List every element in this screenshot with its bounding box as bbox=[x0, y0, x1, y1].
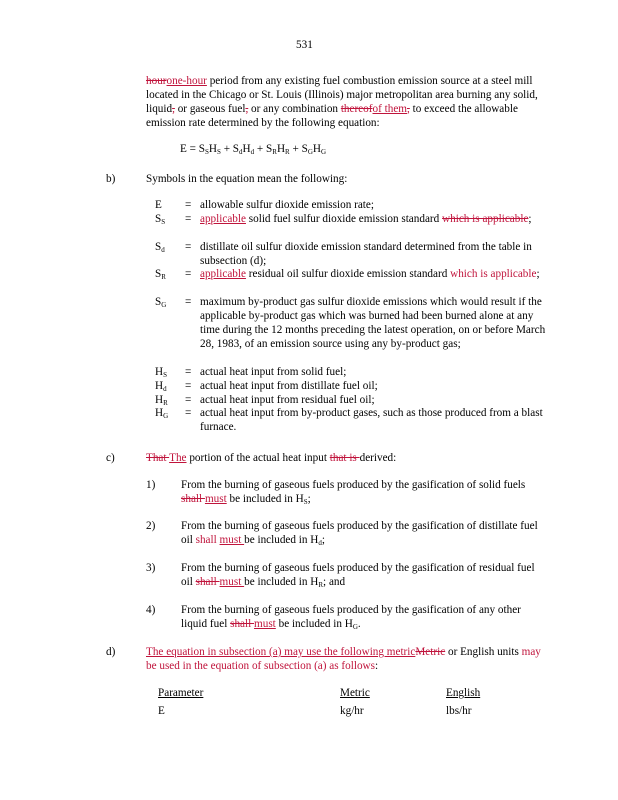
symbol-definition: applicable solid fuel sulfur dioxide emission standard which is applicable; bbox=[200, 213, 532, 225]
symbol-definition: distillate oil sulfur dioxide emission standard determined from the table in subsection (d); bbox=[200, 241, 532, 267]
item-text: From the burning of gaseous fuels produced by the gasification of solid fuels shall must be included in $H_S$; bbox=[181, 479, 526, 506]
equals-sign: = bbox=[185, 213, 192, 225]
subsection-d-text: The equation in subsection (a) may use the following metricMetric or English units may be used in the equation of subsection (a) as follows: bbox=[146, 646, 541, 672]
symbol-sd: $S_d$ bbox=[155, 241, 165, 254]
symbol-hs: $H_S$ bbox=[155, 366, 167, 379]
intro-paragraph: hourone-hour period from any existing fuel combustion emission source at a steel mill located in the Chicago or St. Louis (Illinois) major metropolitan area burning any solid, liquid, or gaseous fuel, or any combination thereofof them, to exceed the allowable emission rate determined by the following equation: bbox=[146, 75, 538, 129]
item-number: 3) bbox=[146, 562, 156, 574]
symbol-e: E bbox=[155, 199, 162, 211]
inserted-text: applicable bbox=[200, 268, 246, 280]
symbol-definition: maximum by-product gas sulfur dioxide emissions which would result if the applicable by-product gas which was burned had been burned alone at any time during the 12 months preceding the latest operation, on or before March 28, 1983, of an emission source using any by-product gas; bbox=[200, 296, 546, 350]
revised-text: which is applicable bbox=[450, 268, 537, 280]
table-cell-english: lbs/hr bbox=[446, 705, 472, 717]
table-cell-metric: kg/hr bbox=[340, 705, 364, 717]
page-number: 531 bbox=[296, 39, 313, 51]
item-text: From the burning of gaseous fuels produced by the gasification of distillate fuel oil shall must be included in $H_d$; bbox=[181, 520, 538, 547]
symbol-definition: actual heat input from solid fuel; bbox=[200, 366, 347, 378]
inserted-text: must bbox=[254, 618, 276, 630]
item-number: 1) bbox=[146, 479, 156, 491]
equals-sign: = bbox=[185, 394, 192, 406]
revised-text: shall bbox=[195, 534, 220, 546]
symbol-sg: $S_G$ bbox=[155, 296, 167, 309]
deleted-text: shall bbox=[195, 576, 220, 588]
symbol-hd: $H_d$ bbox=[155, 380, 167, 393]
table-cell-parameter: E bbox=[158, 705, 165, 717]
inserted-text: must bbox=[219, 576, 245, 588]
inserted-text: must bbox=[204, 493, 227, 505]
subsection-b-text: Symbols in the equation mean the following: bbox=[146, 173, 348, 185]
deleted-text: shall bbox=[230, 618, 255, 630]
deleted-text: hour bbox=[146, 75, 167, 87]
inserted-text: applicable bbox=[200, 213, 246, 225]
table-header-parameter: Parameter bbox=[158, 687, 204, 699]
symbol-definition: actual heat input from by-product gases, such as those produced from a blast furnace. bbox=[200, 407, 543, 433]
equals-sign: = bbox=[185, 241, 192, 253]
symbol-definition: applicable residual oil sulfur dioxide emission standard which is applicable; bbox=[200, 268, 540, 280]
equals-sign: = bbox=[185, 268, 192, 280]
inserted-text: one-hour bbox=[166, 75, 207, 87]
equals-sign: = bbox=[185, 199, 192, 211]
item-number: 4) bbox=[146, 604, 156, 616]
symbol-definition: actual heat input from distillate fuel oil; bbox=[200, 380, 378, 392]
item-text: From the burning of gaseous fuels produced by the gasification of any other liquid fuel shall must be included in $H_G$. bbox=[181, 604, 521, 631]
equals-sign: = bbox=[185, 296, 192, 308]
symbol-hr: $H_R$ bbox=[155, 394, 168, 407]
symbol-hg: $H_G$ bbox=[155, 407, 169, 420]
equals-sign: = bbox=[185, 407, 192, 419]
subsection-b-marker: b) bbox=[106, 173, 116, 185]
symbol-ss: $S_S$ bbox=[155, 213, 166, 226]
table-header-english: English bbox=[446, 687, 481, 699]
symbol-definition: actual heat input from residual fuel oil; bbox=[200, 394, 375, 406]
deleted-text: shall bbox=[181, 493, 205, 505]
symbol-definition: allowable sulfur dioxide emission rate; bbox=[200, 199, 374, 211]
subsection-d-marker: d) bbox=[106, 646, 116, 658]
symbol-sr: $S_R$ bbox=[155, 268, 166, 281]
equals-sign: = bbox=[185, 380, 192, 392]
item-number: 2) bbox=[146, 520, 156, 532]
item-text: From the burning of gaseous fuels produced by the gasification of residual fuel oil shall must be included in $H_R$; and bbox=[181, 562, 535, 589]
emission-equation: $E = S_SH_S + S_dH_d + S_RH_R + S_GH_G$ bbox=[180, 143, 327, 156]
equals-sign: = bbox=[185, 366, 192, 378]
subsection-c-marker: c) bbox=[106, 452, 115, 464]
deleted-text: which is applicable bbox=[442, 213, 529, 225]
inserted-text: must bbox=[219, 534, 245, 546]
table-header-metric: Metric bbox=[340, 687, 370, 699]
subsection-c-text: That The portion of the actual heat input that is derived: bbox=[146, 452, 397, 464]
